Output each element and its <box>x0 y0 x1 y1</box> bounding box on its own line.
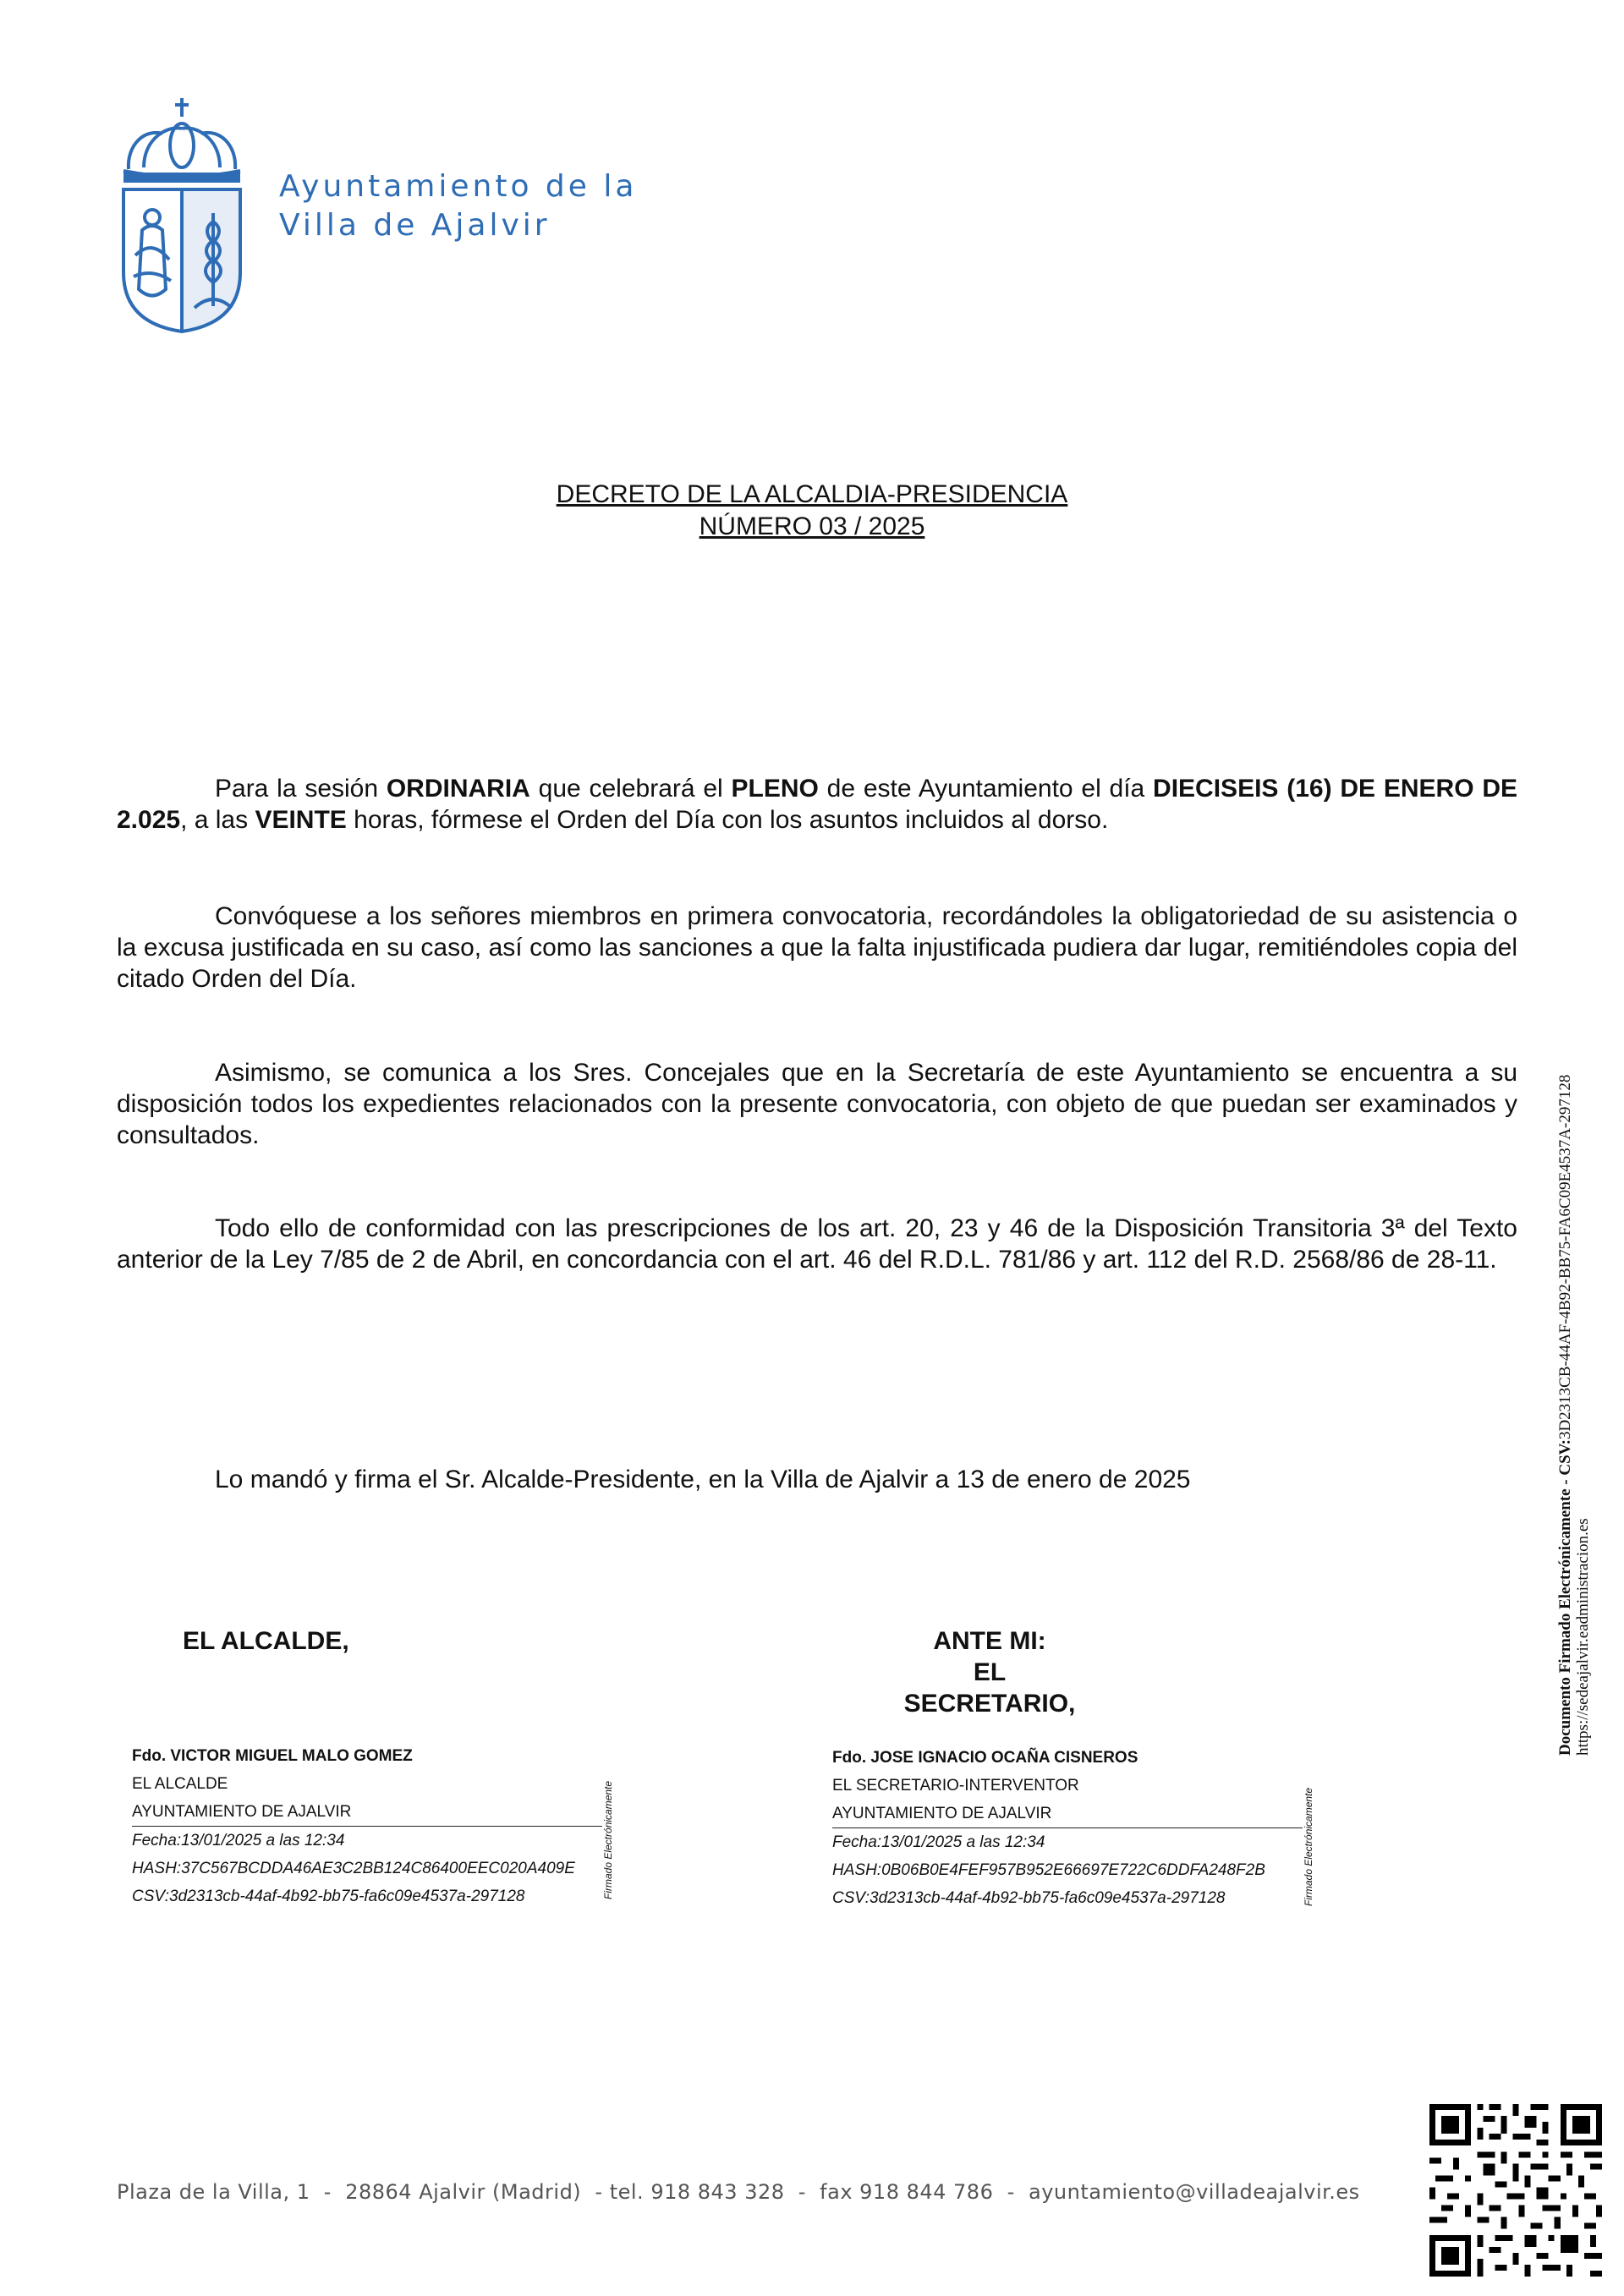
p1-bold-pleno: PLENO <box>731 775 819 803</box>
paragraph-files: Asimismo, se comunica a los Sres. Concejales que en la Secretaría de este Ayuntamiento se encuentra a su disposición todos los expedientes relacionados con la presente convocatoria, con objeto de que puedan ser examinados y consultados. <box>117 1059 1517 1149</box>
p1-text-3: de este Ayuntamiento el día <box>818 775 1154 803</box>
paragraph-convocation: Convóquese a los señores miembros en primera convocatoria, recordándoles la obligatoriedad de su asistencia o la excusa justificada en su caso, así como las sanciones a que la falta injustificada pudiera dar lugar, remitiéndoles copia del citado Orden del Día. <box>117 902 1517 993</box>
mayor-signer-entity: AYUNTAMIENTO DE AJALVIR <box>132 1798 602 1827</box>
closing-sentence: Lo mandó y firma el Sr. Alcalde-Presidente, en la Villa de Ajalvir a 13 de enero de 2025 <box>215 1466 1191 1493</box>
secretary-sign-csv: CSV:3d2313cb-44af-4b92-bb75-fa6c09e4537a-297128 <box>832 1889 1226 1907</box>
certificate-label: Documento Firmado Electrónicamente - CSV: <box>1556 1439 1574 1756</box>
decree-title <box>0 479 1624 543</box>
p1-bold-hour: VEINTE <box>255 806 347 834</box>
secretary-signer-name: Fdo. JOSE IGNACIO OCAÑA CISNEROS <box>832 1749 1138 1767</box>
municipality-name <box>279 167 637 245</box>
decree-number: NÚMERO 03 / 2025 <box>699 512 925 540</box>
qr-code-icon <box>1429 2104 1602 2277</box>
electronic-signature-certificate <box>1556 1075 1592 1756</box>
mayor-signature-block <box>132 1742 602 1910</box>
secretary-role <box>897 1625 1083 1719</box>
municipality-name-line2: Villa de Ajalvir <box>279 208 551 243</box>
coat-of-arms-icon <box>118 95 245 333</box>
p1-bold-ordinaria: ORDINARIA <box>386 775 530 803</box>
certificate-url: https://sedeajalvir.eadministracion.es <box>1574 1518 1592 1756</box>
decree-title-line1: DECRETO DE LA ALCALDIA-PRESIDENCIA <box>556 480 1068 508</box>
footer-contact: Plaza de la Villa, 1 - 28864 Ajalvir (Madrid) - tel. 918 843 328 - fax 918 844 786 - ayuntamiento@villadeajalvir.es <box>117 2180 1360 2204</box>
secretary-role-line2: EL SECRETARIO, <box>903 1658 1076 1718</box>
mayor-signer-position: EL ALCALDE <box>132 1775 228 1793</box>
p1-text-2: que celebrará el <box>529 775 732 803</box>
mayor-sign-date: Fecha:13/01/2025 a las 12:34 <box>132 1832 345 1849</box>
paragraph-session <box>117 773 1517 836</box>
mayor-signer-name: Fdo. VICTOR MIGUEL MALO GOMEZ <box>132 1747 413 1765</box>
p1-text-1: Para la sesión <box>215 775 387 803</box>
mayor-sign-csv: CSV:3d2313cb-44af-4b92-bb75-fa6c09e4537a-297128 <box>132 1888 525 1905</box>
secretary-sign-date: Fecha:13/01/2025 a las 12:34 <box>832 1833 1045 1851</box>
secretary-role-line1: ANTE MI: <box>933 1627 1046 1655</box>
municipality-name-line1: Ayuntamiento de la <box>279 169 638 204</box>
p1-text-5: horas, fórmese el Orden del Día con los asuntos incluidos al dorso. <box>346 806 1109 834</box>
p1-bold-date: DIECISEIS (16) DE ENERO DE 2.025 <box>117 775 1517 834</box>
paragraph-legal-basis: Todo ello de conformidad con las prescripciones de los art. 20, 23 y 46 de la Disposición Transitoria 3ª del Texto anterior de la Ley 7/85 de 2 de Abril, en concordancia con el art. 46 del R.D.L. 781/86 y art. 112 del R.D. 2568/86 de 28-11. <box>117 1214 1517 1274</box>
secretary-signature-block <box>832 1744 1303 1912</box>
secretary-sign-hash: HASH:0B06B0E4FEF957B952E66697E722C6DDFA248F2B <box>832 1861 1265 1879</box>
mayor-sign-hash: HASH:37C567BCDDA46AE3C2BB124C86400EEC020A409E <box>132 1860 575 1877</box>
secretary-signer-entity: AYUNTAMIENTO DE AJALVIR <box>832 1800 1303 1828</box>
mayor-e-signed-label: Firmado Electrónicamente <box>602 1780 614 1899</box>
mayor-role: EL ALCALDE, <box>183 1627 349 1655</box>
secretary-signer-position: EL SECRETARIO-INTERVENTOR <box>832 1777 1079 1795</box>
p1-text-4: , a las <box>180 806 255 834</box>
secretary-e-signed-label: Firmado Electrónicamente <box>1303 1787 1314 1906</box>
certificate-csv-code: 3D2313CB-44AF-4B92-BB75-FA6C09E4537A-297128 <box>1556 1074 1574 1440</box>
